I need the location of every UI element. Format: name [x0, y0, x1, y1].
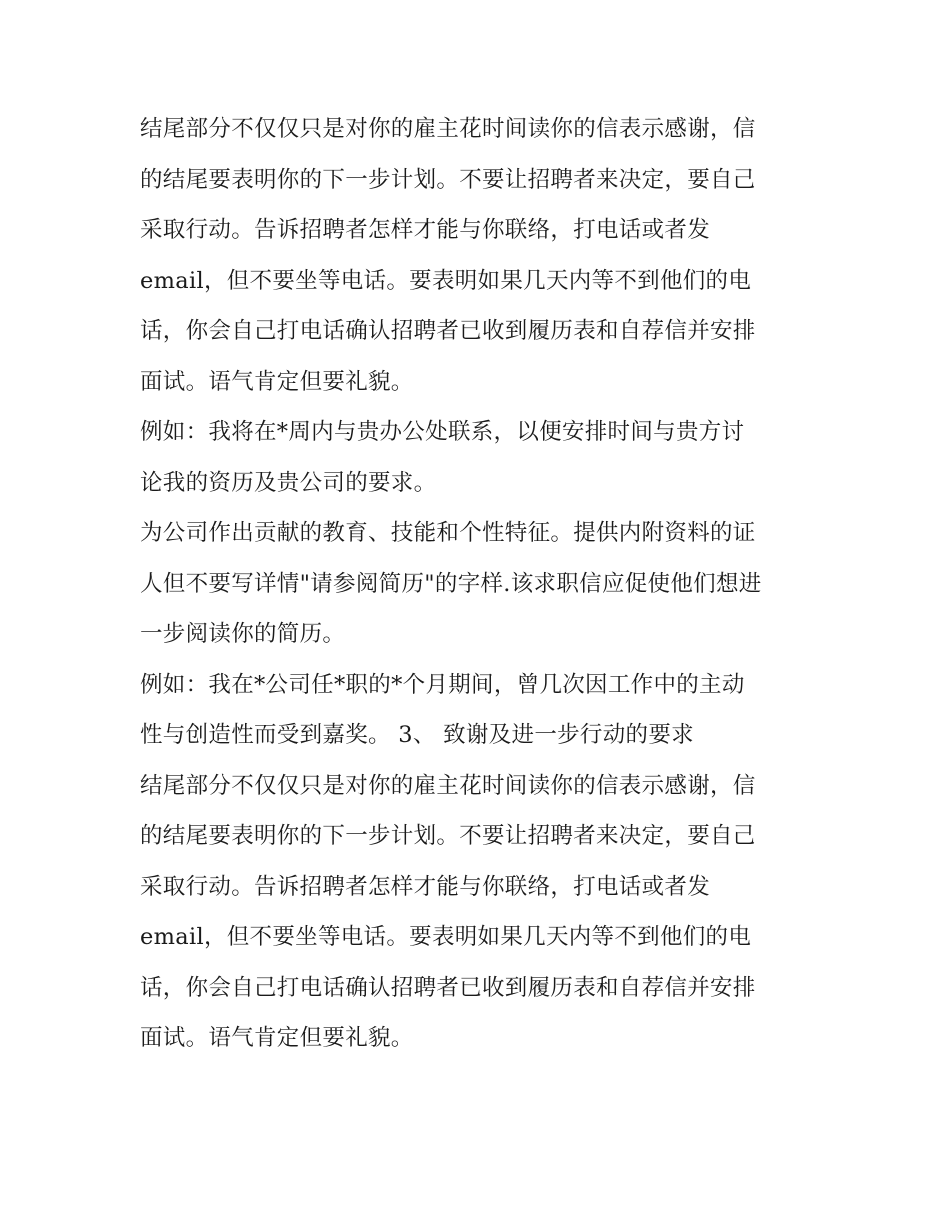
paragraph-example-contact: 例如：我将在*周内与贵办公处联系，以便安排时间与贵方讨 论我的资历及贵公司的要求。	[140, 419, 745, 496]
paragraph-example-award: 例如：我在*公司任*职的*个月期间，曾几次因工作中的主动 性与创造性而受到嘉奖。 3、 致谢及进一步行动的要求	[140, 671, 745, 748]
paragraph-closing-advice-repeat: 结尾部分不仅仅只是对你的雇主花时间读你的信表示感谢，信 的结尾要表明你的下一步计划。不要让招聘者来决定，要自己 采取行动。告诉招聘者怎样才能与你联络，打电话或者发 email，但不要坐等电话。要表明如果几天内等不到他们的电 话，你会自己打电话确认招聘者已收到履历表和自荐信并安排 面试。语气肯定但要礼貌。	[140, 772, 756, 1051]
paragraph-contribution: 为公司作出贡献的教育、技能和个性特征。提供内附资料的证 人但不要写详情"请参阅简历"的字样.该求职信应促使他们想进 一步阅读你的简历。	[140, 520, 762, 647]
document-body	[140, 104, 820, 1064]
paragraph-closing-advice: 结尾部分不仅仅只是对你的雇主花时间读你的信表示感谢，信 的结尾要表明你的下一步计划。不要让招聘者来决定，要自己 采取行动。告诉招聘者怎样才能与你联络，打电话或者发 email，但不要坐等电话。要表明如果几天内等不到他们的电 话，你会自己打电话确认招聘者已收到履历表和自荐信并安排 面试。语气肯定但要礼貌。	[140, 116, 756, 395]
